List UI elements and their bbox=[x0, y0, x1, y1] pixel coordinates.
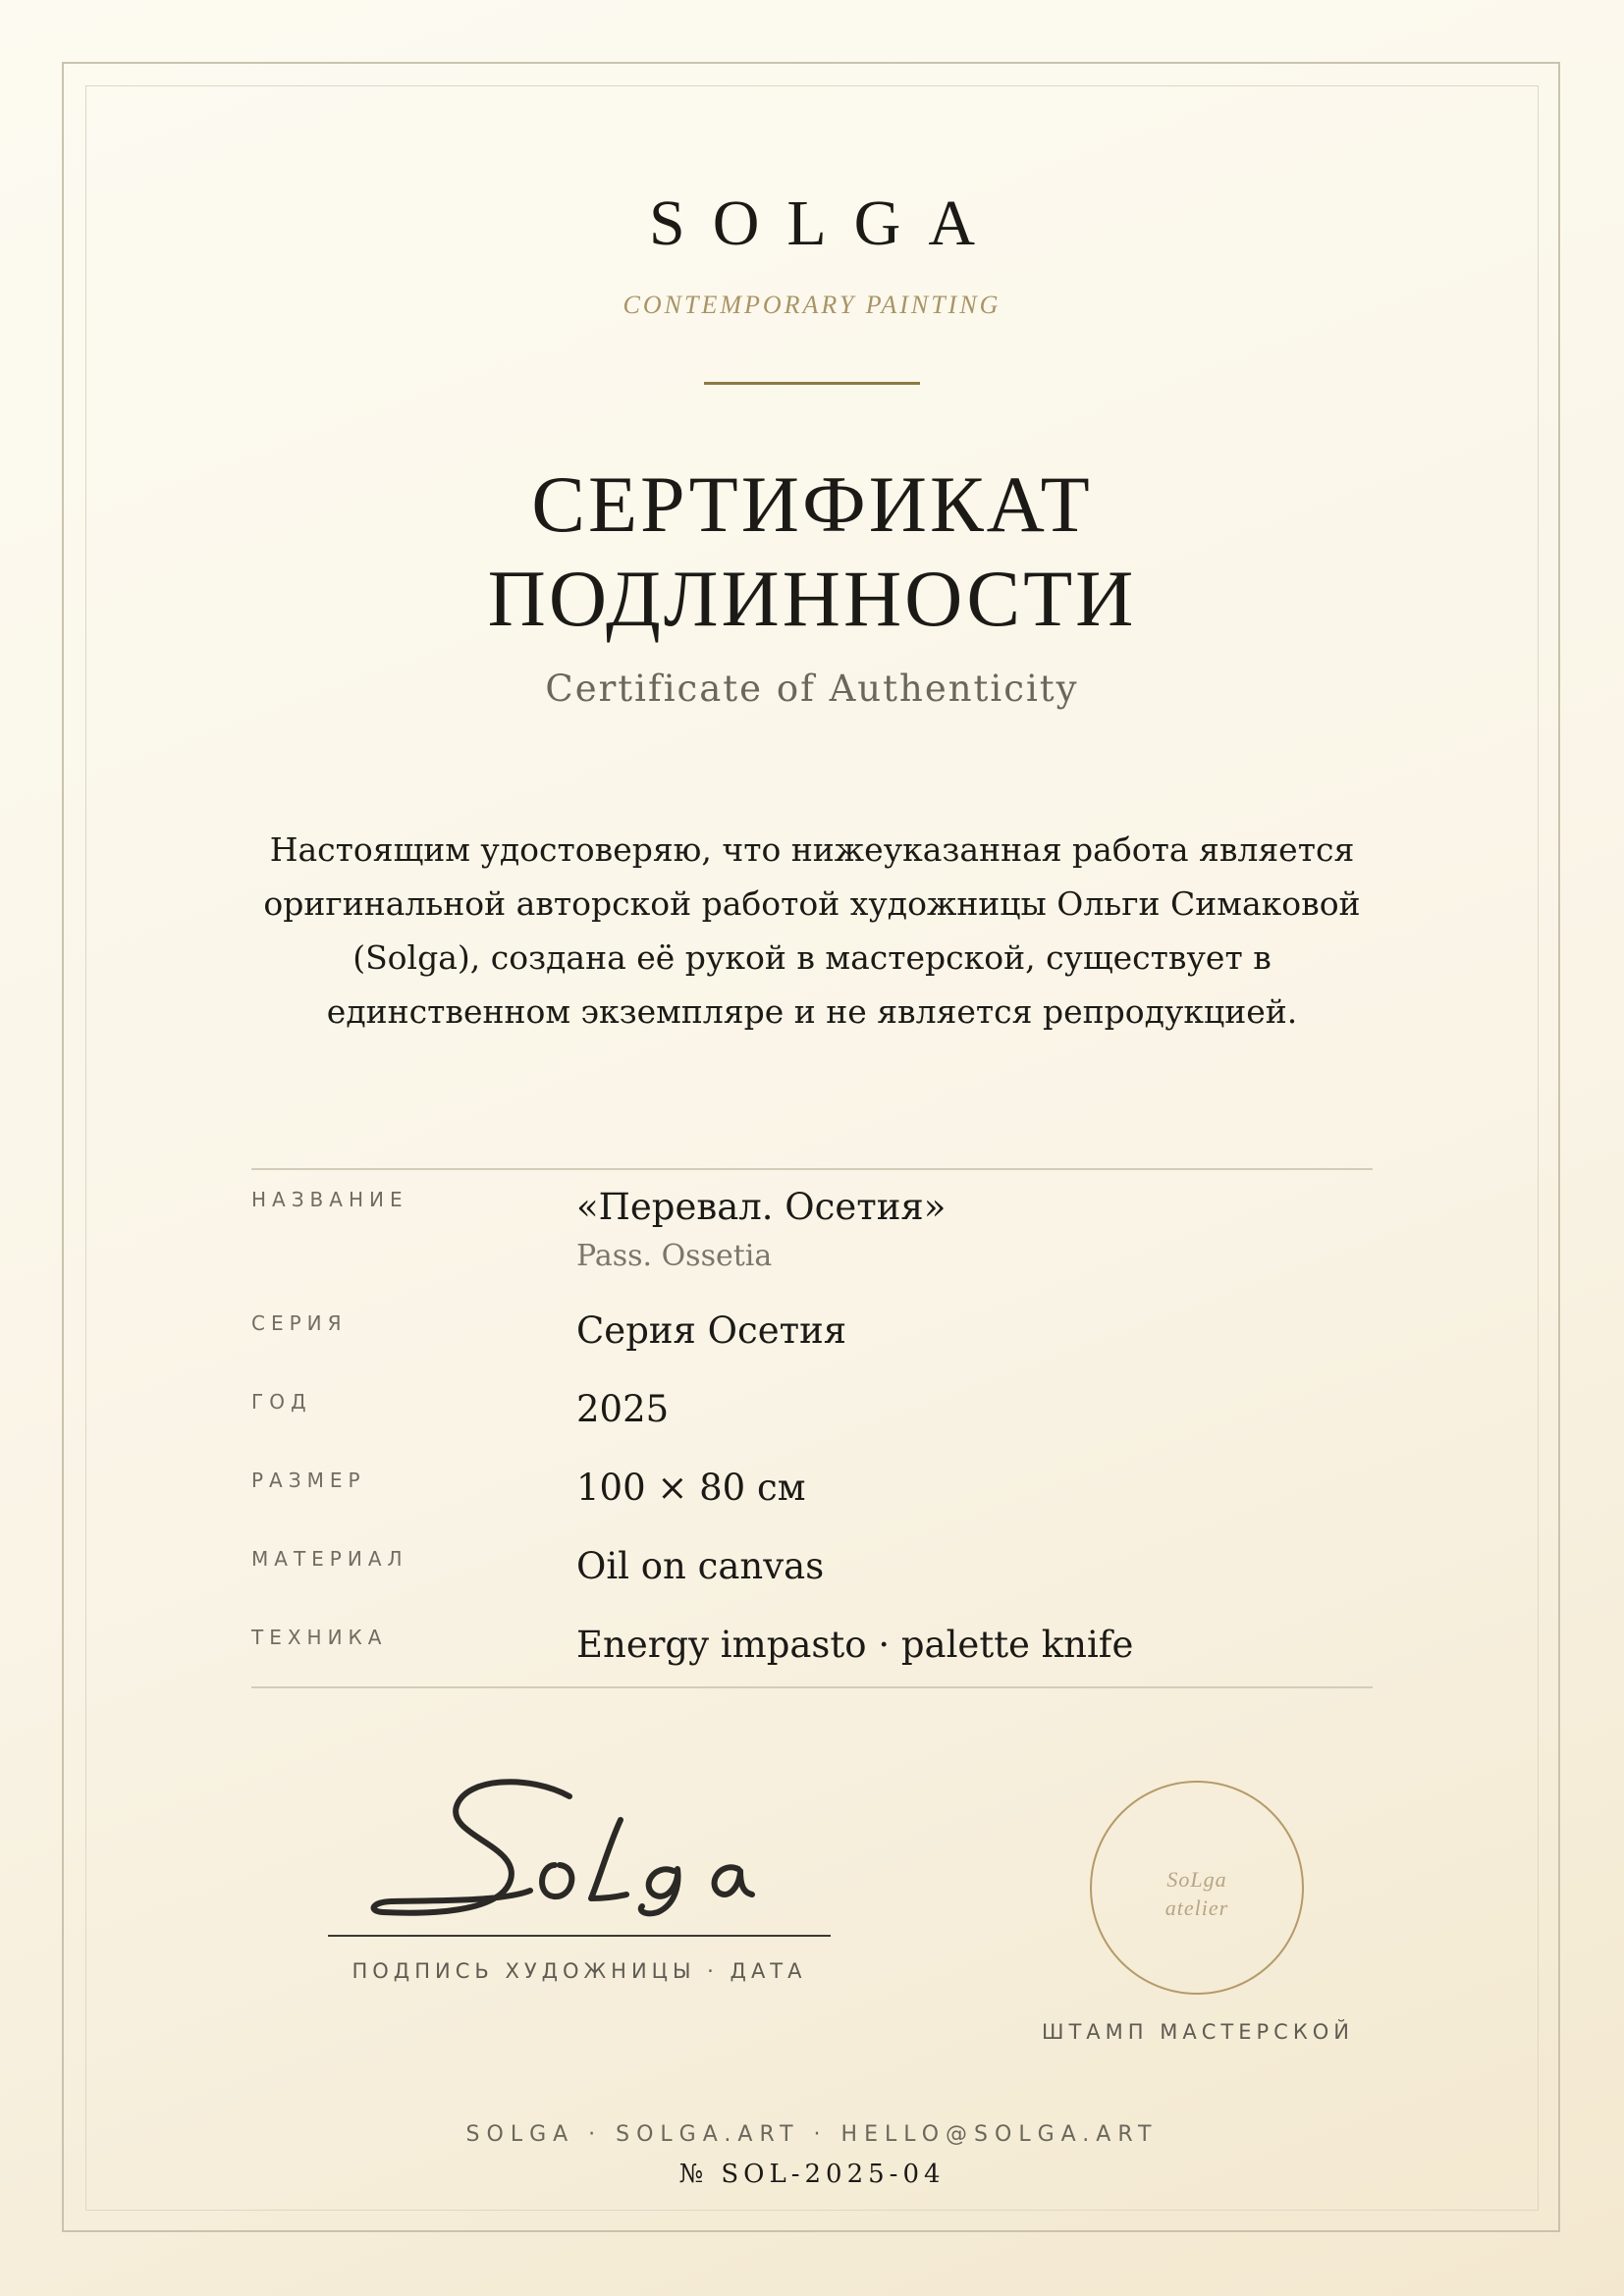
stamp-line-2: atelier bbox=[1164, 1896, 1229, 1920]
name-label: НАЗВАНИЕ bbox=[251, 1188, 408, 1211]
title-line-1: СЕРТИФИКАТ bbox=[531, 459, 1093, 549]
material-value: Oil on canvas bbox=[576, 1545, 825, 1587]
atelier-stamp bbox=[1090, 1781, 1304, 1995]
signature-caption: ПОДПИСЬ ХУДОЖНИЦЫ · ДАТА bbox=[352, 1959, 807, 1983]
inner-frame bbox=[85, 85, 1539, 2211]
year-label: ГОД bbox=[251, 1390, 312, 1414]
brand-name: SOLGA bbox=[648, 187, 1002, 259]
footer-contacts: SOLGA · SOLGA.ART · HELLO@SOLGA.ART bbox=[465, 2122, 1159, 2147]
technique-label: ТЕХНИКА bbox=[251, 1626, 388, 1649]
title-line-2: ПОДЛИННОСТИ bbox=[487, 554, 1137, 643]
series-value: Серия Осетия bbox=[576, 1309, 847, 1352]
header-divider bbox=[704, 382, 920, 385]
authenticity-statement: Настоящим удостоверяю, что нижеуказанная работа является оригинальной авторской работой художницы Ольги Симаковой (Solga), создана её рукой в мастерской, существует в единственном экземпляре и не является репродукцией. bbox=[263, 830, 1361, 1031]
stamp-line-1: SoLga bbox=[1166, 1867, 1227, 1892]
certificate-subtitle: Certificate of Authenticity bbox=[545, 667, 1079, 710]
certificate-number: № SOL-2025-04 bbox=[678, 2160, 946, 2189]
year-value: 2025 bbox=[576, 1388, 670, 1430]
stamp-text bbox=[1092, 1865, 1302, 1922]
size-label: РАЗМЕР bbox=[251, 1468, 366, 1492]
material-label: МАТЕРИАЛ bbox=[251, 1547, 408, 1571]
technique-value: Energy impasto · palette knife bbox=[576, 1624, 1134, 1666]
handwritten-signature bbox=[363, 1767, 795, 1934]
name-subvalue: Pass. Ossetia bbox=[576, 1239, 773, 1273]
details-bottom-rule bbox=[251, 1686, 1373, 1688]
details-top-rule bbox=[251, 1168, 1373, 1170]
certificate-title bbox=[0, 457, 1624, 646]
name-value: «Перевал. Осетия» bbox=[576, 1186, 947, 1228]
size-value: 100 × 80 см bbox=[576, 1467, 806, 1509]
signature-line bbox=[328, 1935, 831, 1937]
brand-tagline: CONTEMPORARY PAINTING bbox=[623, 291, 1001, 319]
stamp-caption: ШТАМП МАСТЕРСКОЙ bbox=[1042, 2020, 1354, 2044]
series-label: СЕРИЯ bbox=[251, 1311, 348, 1335]
